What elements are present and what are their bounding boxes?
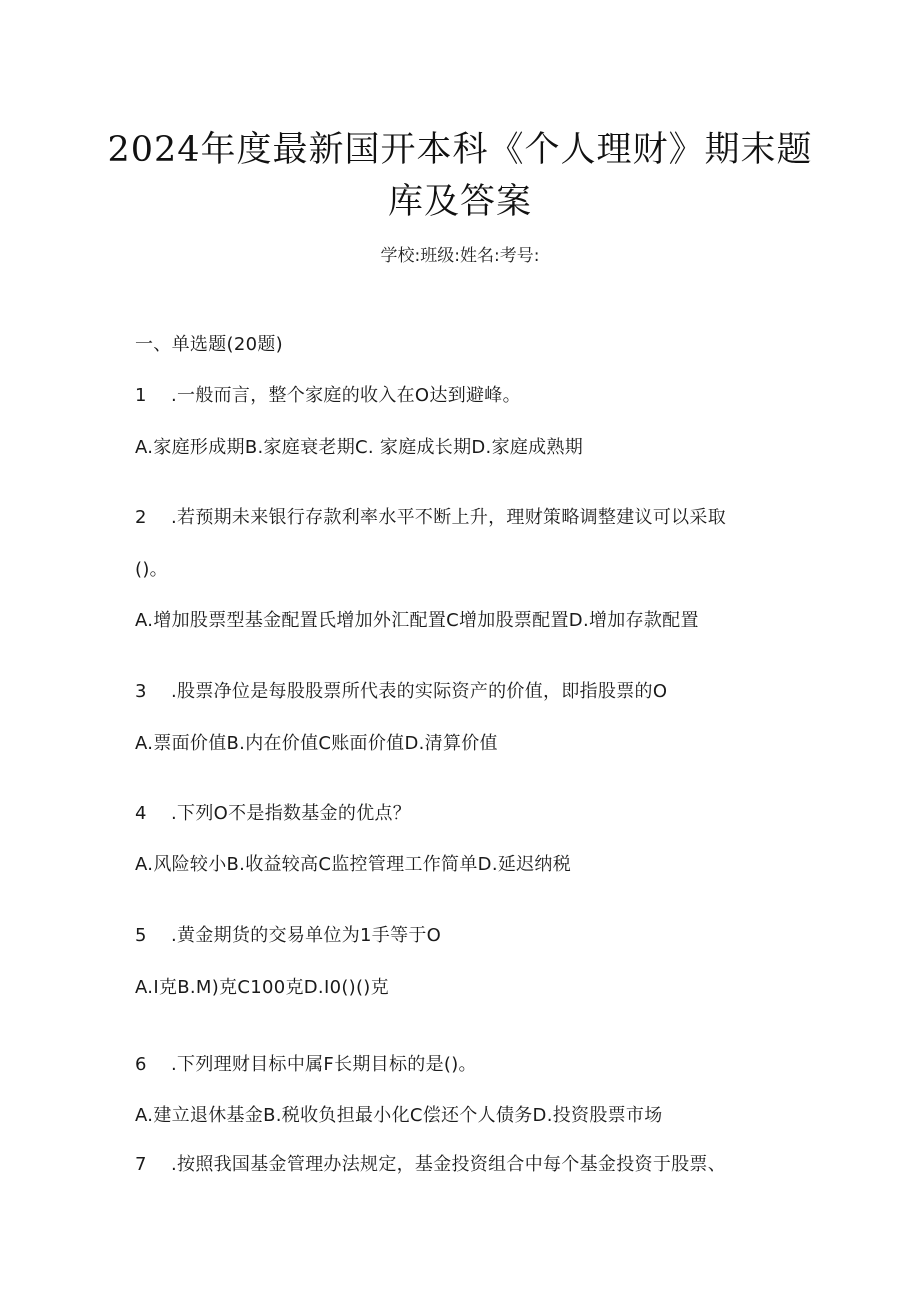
question-6-stem	[135, 1050, 477, 1076]
question-text: .下列理财目标中属F长期目标的是()。	[171, 1054, 477, 1075]
question-number: 4	[135, 803, 147, 824]
question-text: .股票净位是每股股票所代表的实际资产的价值，即指股票的O	[171, 681, 668, 702]
question-number: 2	[135, 507, 147, 528]
question-1-options: A.家庭形成期B.家庭衰老期C. 家庭成长期D.家庭成熟期	[135, 437, 584, 458]
question-number: 1	[135, 385, 147, 406]
document-title-line2: 库及答案	[387, 182, 532, 222]
question-text: .若预期未来银行存款利率水平不断上升，理财策略调整建议可以采取	[171, 507, 727, 528]
section-heading: 一、单选题(20题)	[135, 334, 283, 355]
question-number: 6	[135, 1054, 147, 1075]
question-5-options: A.I克B.M)克C100克D.I0()()克	[135, 977, 389, 998]
question-3-stem	[135, 677, 667, 703]
question-4-options: A.风险较小B.收益较高C监控管理工作简单D.延迟纳税	[135, 854, 572, 875]
question-number: 5	[135, 925, 147, 946]
question-2-stem	[135, 503, 726, 529]
question-2-stem-continued: ()。	[135, 559, 168, 580]
question-text: .按照我国基金管理办法规定，基金投资组合中每个基金投资于股票、	[171, 1154, 727, 1175]
question-number: 7	[135, 1154, 147, 1175]
question-text: .黄金期货的交易单位为1手等于O	[171, 925, 442, 946]
question-number: 3	[135, 681, 147, 702]
document-title-line1: 2024年度最新国开本科《个人理财》期末题	[107, 130, 813, 170]
question-text: .下列O不是指数基金的优点？	[171, 803, 412, 824]
question-5-stem	[135, 921, 441, 947]
question-4-stem	[135, 799, 411, 825]
question-6-options: A.建立退休基金B.税收负担最小化C偿还个人债务D.投资股票市场	[135, 1105, 663, 1126]
question-2-options: A.增加股票型基金配置氏增加外汇配置C增加股票配置D.增加存款配置	[135, 610, 699, 631]
question-1-stem	[135, 381, 521, 407]
student-info-line: 学校:班级:姓名:考号:	[380, 246, 540, 266]
question-3-options: A.票面价值B.内在价值C账面价值D.清算价值	[135, 733, 498, 754]
question-text: .一般而言，整个家庭的收入在O达到避峰。	[171, 385, 521, 406]
question-7-stem	[135, 1150, 726, 1176]
